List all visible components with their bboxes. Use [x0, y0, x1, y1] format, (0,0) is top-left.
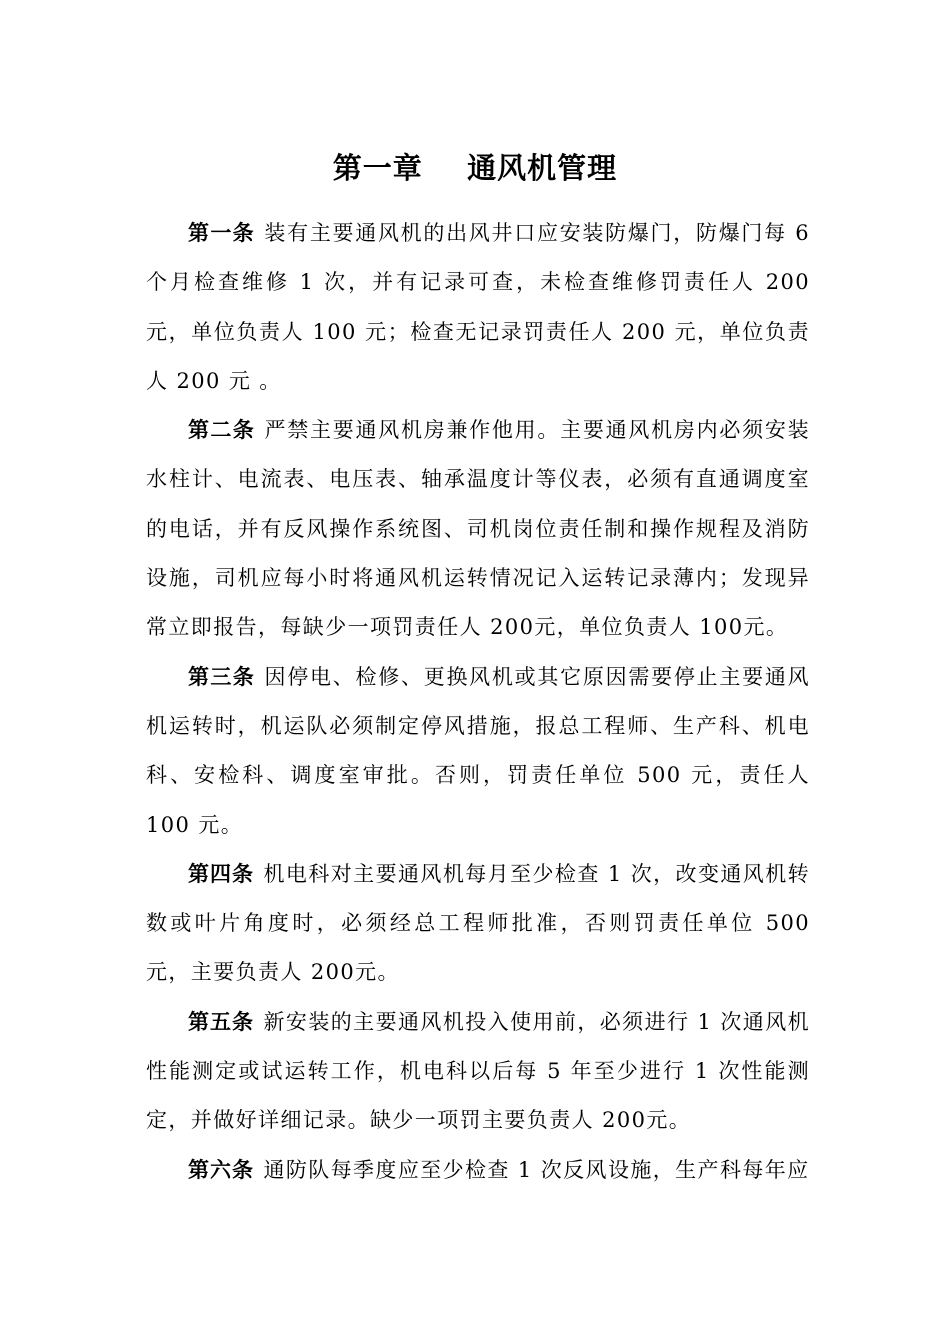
chapter-title: 第一章 通风机管理	[332, 151, 618, 185]
article-6	[146, 1146, 810, 1195]
article-2	[146, 406, 810, 652]
article-text: 装有主要通风机的出风井口应安装防爆门，防爆门每 6 个月检查维修 1 次，并有记录可查，未检查维修罚责任人 200 元，单位负责人 100 元；检查无记录罚责任人 200 元，单位负责人 200 元 。	[146, 221, 810, 393]
article-3	[146, 653, 810, 850]
article-label: 第三条	[188, 664, 256, 689]
article-label: 第六条	[188, 1157, 254, 1182]
article-label: 第五条	[188, 1009, 255, 1034]
article-text: 通防队每季度应至少检查 1 次反风设施，生产科每年应	[263, 1157, 810, 1182]
article-label: 第四条	[188, 861, 255, 886]
article-label: 第一条	[188, 221, 255, 245]
article-text: 严禁主要通风机房兼作他用。主要通风机房内必须安装水柱计、电流表、电压表、轴承温度计等仪表，必须有直通调度室的电话，并有反风操作系统图、司机岗位责任制和操作规程及消防设施，司机应每小时将通风机运转情况记入运转记录薄内；发现异常立即报告，每缺少一项罚责任人 200元，单位负责人 100元。	[146, 418, 811, 640]
article-5	[146, 998, 810, 1146]
article-label: 第二条	[188, 418, 256, 443]
article-text: 因停电、检修、更换风机或其它原因需要停止主要通风机运转时，机运队必须制定停风措施，报总工程师、生产科、机电科、安检科、调度室审批。否则，罚责任单位 500 元，责任人 100 元。	[146, 664, 811, 837]
document-body	[146, 209, 810, 1195]
article-text: 机电科对主要通风机每月至少检查 1 次，改变通风机转数或叶片角度时，必须经总工程师批准，否则罚责任单位 500 元，主要负责人 200元。	[146, 861, 811, 985]
article-text: 新安装的主要通风机投入使用前，必须进行 1 次通风机性能测定或试运转工作，机电科以后每 5 年至少进行 1 次性能测定，并做好详细记录。缺少一项罚主要负责人 200元。	[146, 1009, 811, 1133]
article-1	[146, 209, 810, 406]
article-4	[146, 850, 810, 998]
